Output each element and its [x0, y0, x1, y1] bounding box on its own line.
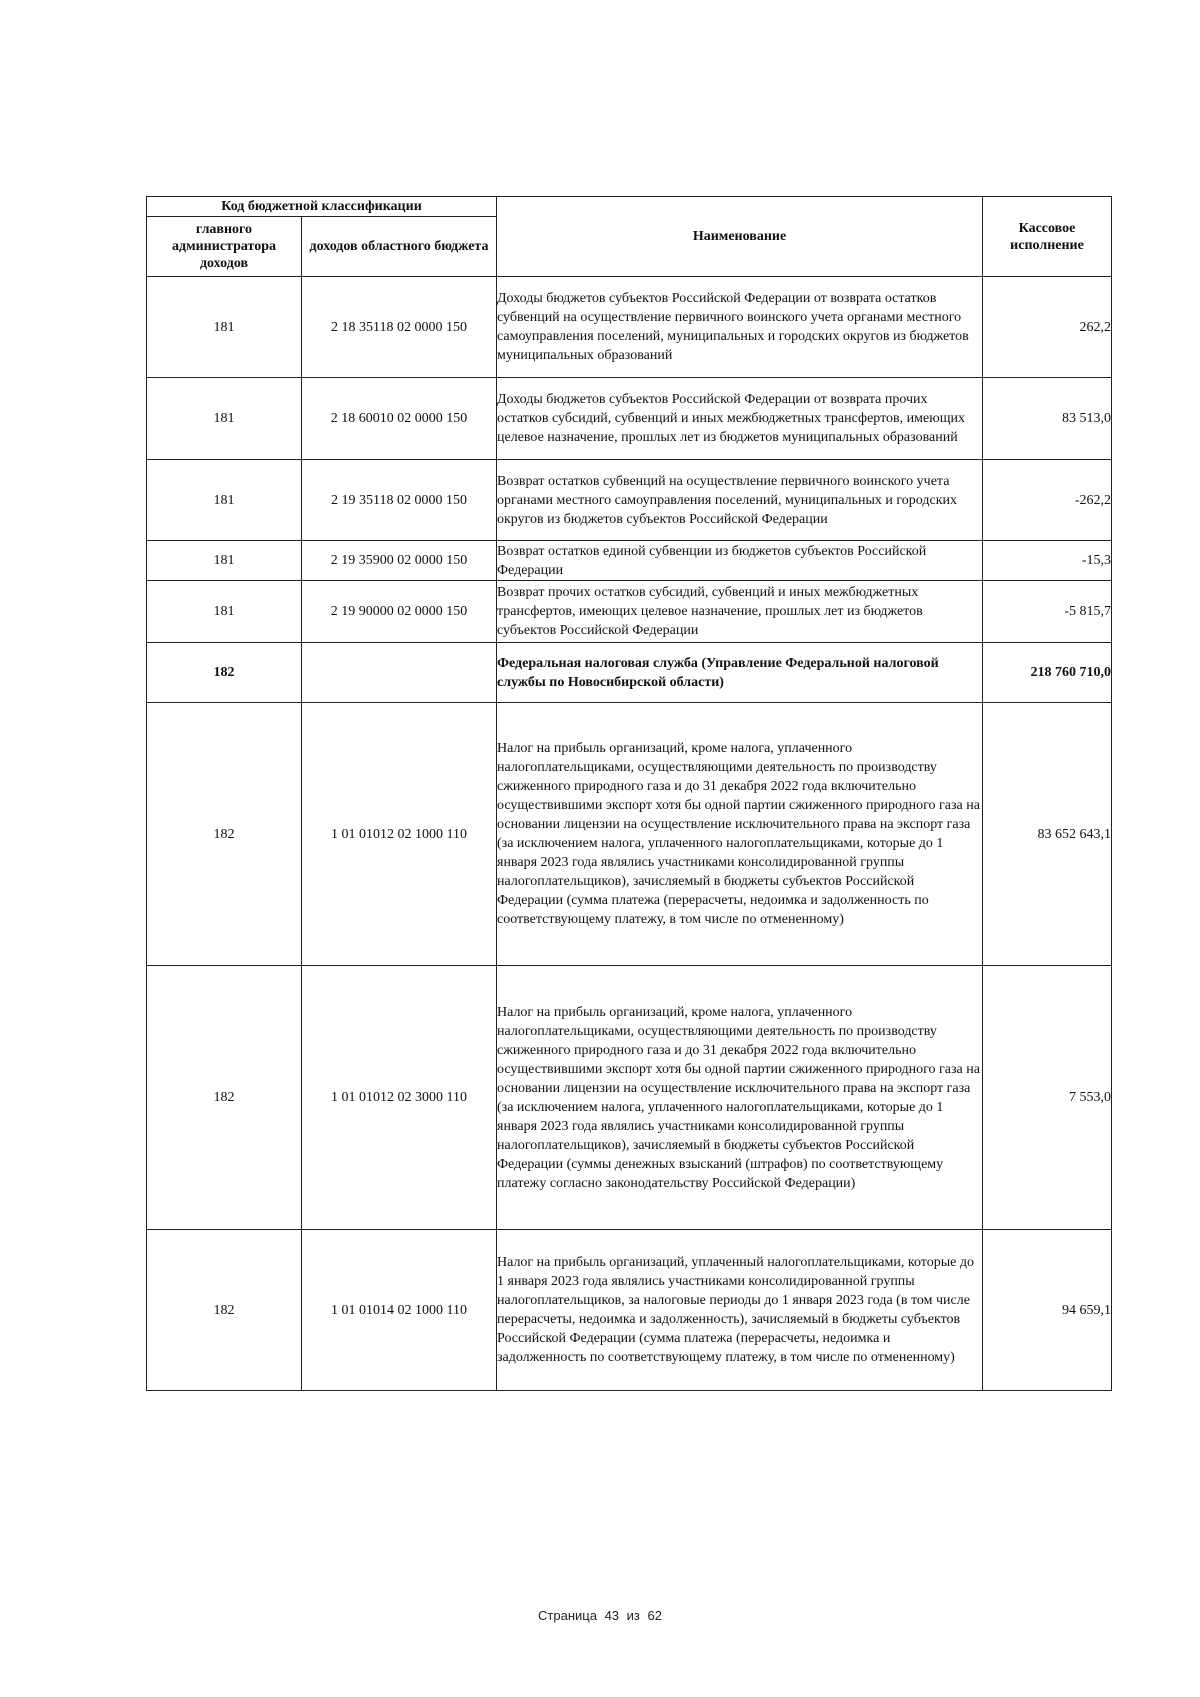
total-pages: 62: [647, 1608, 662, 1623]
admin-cell: 181: [147, 460, 302, 541]
name-cell: Возврат остатков единой субвенции из бюджетов субъектов Российской Федерации: [497, 541, 983, 581]
name-cell: Доходы бюджетов субъектов Российской Федерации от возврата прочих остатков субсидий, субвенций и иных межбюджетных трансфертов, имеющих целевое назначение, прошлых лет из бюджетов муниципальных образований: [497, 378, 983, 460]
admin-cell: 181: [147, 378, 302, 460]
amount-cell: 7 553,0: [983, 966, 1112, 1230]
name-cell: Федеральная налоговая служба (Управление Федеральной налоговой службы по Новосибирской области): [497, 643, 983, 703]
admin-cell: 182: [147, 966, 302, 1230]
table-body: [147, 277, 1112, 1391]
code-cell: 1 01 01014 02 1000 110: [302, 1230, 497, 1391]
code-cell: [302, 643, 497, 703]
header-name: Наименование: [497, 197, 983, 277]
admin-cell: 181: [147, 541, 302, 581]
amount-cell: 83 652 643,1: [983, 703, 1112, 966]
name-cell: Налог на прибыль организаций, кроме налога, уплаченного налогоплательщиками, осуществляющими деятельность по производству сжиженного природного газа и до 31 декабря 2022 года включительно осуществившими экспорт хотя бы одной партии сжиженного природного газа на основании лицензии на осуществление исключительного права на экспорт газа (за исключением налога, уплаченного налогоплательщиками, которые до 1 января 2023 года являлись участниками консолидированной группы налогоплательщиков), зачисляемый в бюджеты субъектов Российской Федерации (сумма платежа (перерасчеты, недоимка и задолженность по соответствующему платежу, в том числе по отмененному): [497, 703, 983, 966]
code-cell: 2 19 35118 02 0000 150: [302, 460, 497, 541]
name-cell: Возврат остатков субвенций на осуществление первичного воинского учета органами местного самоуправления поселений, муниципальных и городских округов из бюджетов субъектов Российской Федерации: [497, 460, 983, 541]
amount-cell: -262,2: [983, 460, 1112, 541]
header-group-title: Код бюджетной классификации: [147, 197, 497, 217]
code-cell: 1 01 01012 02 1000 110: [302, 703, 497, 966]
code-cell: 2 18 35118 02 0000 150: [302, 277, 497, 378]
amount-cell: 94 659,1: [983, 1230, 1112, 1391]
table-row: [147, 1230, 1112, 1391]
budget-table: [146, 196, 1112, 1391]
code-cell: 2 19 35900 02 0000 150: [302, 541, 497, 581]
header-admin: главного администратора доходов: [147, 217, 302, 277]
table-row: [147, 378, 1112, 460]
table-row: [147, 966, 1112, 1230]
code-cell: 2 19 90000 02 0000 150: [302, 581, 497, 643]
admin-cell: 181: [147, 581, 302, 643]
admin-cell: 182: [147, 703, 302, 966]
page-label: Страница: [538, 1608, 597, 1623]
code-cell: 2 18 60010 02 0000 150: [302, 378, 497, 460]
table-row: [147, 541, 1112, 581]
amount-cell: 262,2: [983, 277, 1112, 378]
page-footer: [0, 1608, 1200, 1623]
amount-cell: 218 760 710,0: [983, 643, 1112, 703]
amount-cell: 83 513,0: [983, 378, 1112, 460]
page-number: 43: [604, 1608, 620, 1623]
name-cell: Налог на прибыль организаций, уплаченный налогоплательщиками, которые до 1 января 2023 года являлись участниками консолидированной группы налогоплательщиков, за налоговые периоды до 1 января 2023 года (в том числе перерасчеты, недоимка и задолженность), зачисляемый в бюджеты субъектов Российской Федерации (сумма платежа (перерасчеты, недоимка и задолженность по соответствующему платежу, в том числе по отмененному): [497, 1230, 983, 1391]
admin-cell: 181: [147, 277, 302, 378]
header-code: доходов областного бюджета: [302, 217, 497, 277]
table-row: [147, 460, 1112, 541]
header-amount: Кассовое исполнение: [983, 197, 1112, 277]
amount-cell: -15,3: [983, 541, 1112, 581]
table-row: [147, 703, 1112, 966]
name-cell: Налог на прибыль организаций, кроме налога, уплаченного налогоплательщиками, осуществляющими деятельность по производству сжиженного природного газа и до 31 декабря 2022 года включительно осуществившими экспорт хотя бы одной партии сжиженного природного газа на основании лицензии на осуществление исключительного права на экспорт газа (за исключением налога, уплаченного налогоплательщиками, которые до 1 января 2023 года являлись участниками консолидированной группы налогоплательщиков), зачисляемый в бюджеты субъектов Российской Федерации (суммы денежных взысканий (штрафов) по соответствующему платежу согласно законодательству Российской Федерации): [497, 966, 983, 1230]
name-cell: Доходы бюджетов субъектов Российской Федерации от возврата остатков субвенций на осуществление первичного воинского учета органами местного самоуправления поселений, муниципальных и городских округов из бюджетов муниципальных образований: [497, 277, 983, 378]
admin-cell: 182: [147, 643, 302, 703]
of-label: из: [626, 1608, 640, 1623]
amount-cell: -5 815,7: [983, 581, 1112, 643]
admin-cell: 182: [147, 1230, 302, 1391]
name-cell: Возврат прочих остатков субсидий, субвенций и иных межбюджетных трансфертов, имеющих целевое назначение, прошлых лет из бюджетов субъектов Российской Федерации: [497, 581, 983, 643]
table-row: [147, 581, 1112, 643]
table-row: [147, 277, 1112, 378]
table-row: [147, 643, 1112, 703]
code-cell: 1 01 01012 02 3000 110: [302, 966, 497, 1230]
table-header: [147, 197, 1112, 277]
